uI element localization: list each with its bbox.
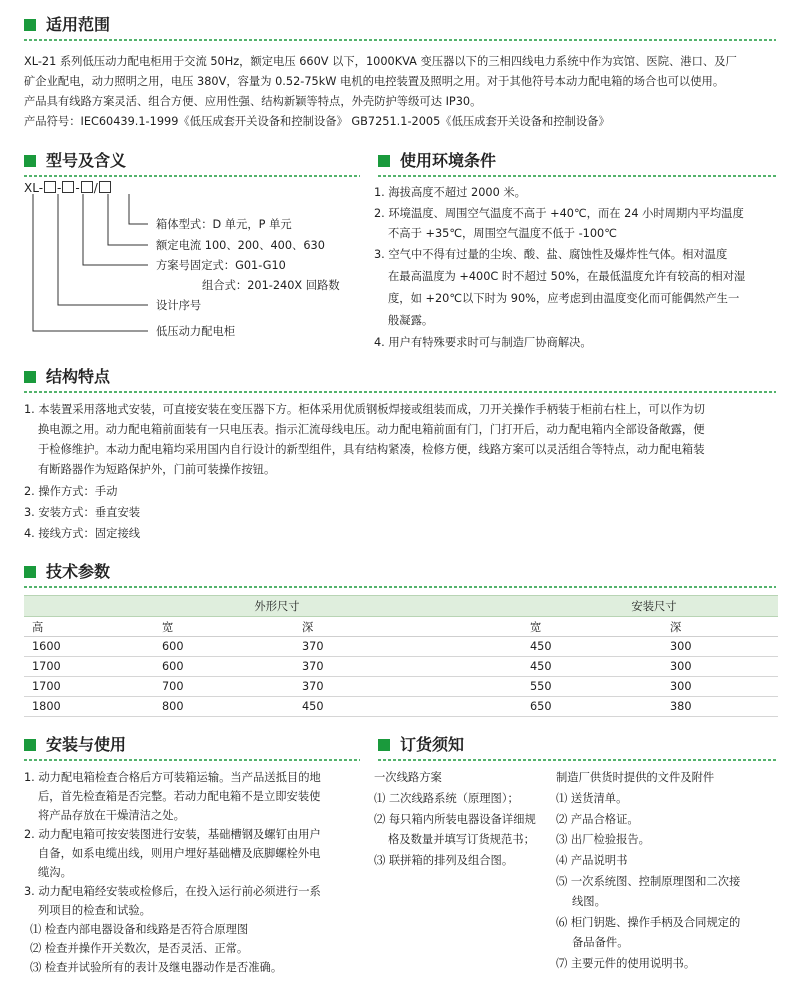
- env-line: 在最高温度为 +400C 时不超过 50%，在最低温度允许有较高的相对湿: [388, 270, 746, 283]
- model-label: 设计序号: [156, 299, 202, 312]
- install-line: 列项目的检查和试验。: [38, 904, 151, 917]
- order-left-line: 一次线路方案: [374, 771, 442, 784]
- table-cell: 450: [294, 697, 522, 717]
- table-cell: 1600: [24, 637, 154, 657]
- column-header: 深: [294, 617, 522, 637]
- section-title: 使用环境条件: [400, 151, 497, 170]
- table-cell: 450: [522, 637, 662, 657]
- section-title: 安装与使用: [46, 735, 127, 754]
- code-box: [62, 181, 74, 193]
- table-cell: 300: [662, 677, 778, 697]
- env-line: 不高于 +35℃，周围空气温度不低于 -100℃: [388, 227, 617, 240]
- scope-line: 产品具有线路方案灵活、组合方便、应用性强、结构新颖等特点，外壳防护等级可达 IP30。: [24, 95, 482, 108]
- model-label: 方案号固定式：G01-G10: [156, 259, 286, 272]
- install-line: ⑶ 检查并试验所有的表计及继电器动作是否准确。: [30, 961, 283, 974]
- column-header: 宽: [522, 617, 662, 637]
- order-right-line: ⑴ 送货清单。: [556, 792, 628, 805]
- order-right-line: ⑹ 柜门钥匙、操作手柄及合同规定的: [556, 916, 741, 929]
- table-cell: 1700: [24, 657, 154, 677]
- table-cell: 700: [154, 677, 294, 697]
- model-label: 低压动力配电柜: [156, 325, 236, 338]
- table-cell: 800: [154, 697, 294, 717]
- order-right-line: 备品备件。: [572, 936, 629, 949]
- env-line: 4. 用户有特殊要求时可与制造厂协商解决。: [374, 336, 592, 349]
- section-title: 订货须知: [400, 735, 465, 754]
- code-box: [44, 181, 56, 193]
- table-cell: 1700: [24, 677, 154, 697]
- table-row: [24, 697, 778, 717]
- section-title: 技术参数: [46, 562, 111, 581]
- wave-divider: [24, 38, 776, 42]
- section-header-structure: [24, 366, 776, 388]
- group-install-size: 安装尺寸: [522, 596, 778, 617]
- order-right-line: ⑵ 产品合格证。: [556, 813, 639, 826]
- order-right-line: ⑸ 一次系统图、控制原理图和二次接: [556, 875, 741, 888]
- model-label: 额定电流 100、200、400、630: [156, 239, 325, 252]
- section-header-scope: [24, 14, 776, 36]
- install-line: ⑵ 检查并操作开关数次，是否灵活、正常。: [30, 942, 249, 955]
- group-outer-size: 外形尺寸: [24, 596, 522, 617]
- structure-line: 4. 接线方式：固定接线: [24, 527, 141, 540]
- code-box: [81, 181, 93, 193]
- wave-divider: [24, 758, 360, 762]
- structure-line: 于检修维护。本动力配电箱均采用国内自行设计的新型组件，具有结构紧凑，检修方便，线路方案可以灵活组合等特点，动力配电箱装: [38, 443, 705, 456]
- section-square-icon: [24, 739, 36, 751]
- section-square-icon: [24, 566, 36, 578]
- params-table: [24, 595, 778, 717]
- section-header-params: [24, 561, 776, 583]
- order-left-line: ⑶ 联拼箱的排列及组合图。: [374, 854, 514, 867]
- wave-divider: [24, 585, 776, 589]
- install-line: 自备，如系电缆出线，则用户埋好基础槽及底脚螺栓外电: [38, 847, 321, 860]
- section-title: 结构特点: [46, 367, 111, 386]
- env-line: 3. 空气中不得有过量的尘埃、酸、盐、腐蚀性及爆炸性气体。相对温度: [374, 248, 728, 261]
- model-label: 组合式：201-240X 回路数: [202, 279, 340, 292]
- scope-line: 产品符号：IEC60439.1-1999《低压成套开关设备和控制设备》 GB7251.1-2005《低压成套开关设备和控制设备》: [24, 115, 610, 128]
- order-left-line: ⑴ 二次线路系统（原理图）；: [374, 792, 519, 805]
- table-cell: 370: [294, 637, 522, 657]
- column-header: 宽: [154, 617, 294, 637]
- table-row: [24, 677, 778, 697]
- order-right-line: 制造厂供货时提供的文件及附件: [556, 771, 715, 784]
- section-square-icon: [24, 371, 36, 383]
- table-column-header: [24, 617, 778, 637]
- model-prefix: XL: [24, 181, 39, 195]
- table-cell: 380: [662, 697, 778, 717]
- wave-divider: [24, 390, 776, 394]
- wave-divider: [378, 758, 778, 762]
- install-line: 后，首先检查箱是否完整。若动力配电箱不是立即安装使: [38, 790, 321, 803]
- table-cell: 370: [294, 677, 522, 697]
- section-header-install: [24, 734, 360, 756]
- env-line: 2. 环境温度、周围空气温度不高于 +40℃，而在 24 小时周期内平均温度: [374, 207, 744, 220]
- wave-divider: [24, 174, 360, 178]
- model-label: 箱体型式：D 单元，P 单元: [156, 218, 292, 231]
- section-square-icon: [24, 155, 36, 167]
- scope-line: XL-21 系列低压动力配电柜用于交流 50Hz，额定电压 660V 以下，1000KVA 变压器以下的三相四线电力系统中作为宾馆、医院、港口、及厂: [24, 55, 737, 68]
- order-left-line: ⑵ 每只箱内所装电器设备详细规: [374, 813, 536, 826]
- code-box: [99, 181, 111, 193]
- table-row: [24, 637, 778, 657]
- install-line: 2. 动力配电箱可按安装图进行安装，基础槽钢及螺钉由用户: [24, 828, 321, 841]
- table-cell: 370: [294, 657, 522, 677]
- env-line: 度，如 +20℃以下时为 90%，应考虑到由温度变化而可能偶然产生一: [388, 292, 740, 305]
- structure-line: 1. 本装置采用落地式安装，可直接安装在变压器下方。柜体采用优质钢板焊接或组装而成，刀开关操作手柄装于柜前右柱上，可以作为切: [24, 403, 705, 416]
- structure-line: 2. 操作方式：手动: [24, 485, 118, 498]
- structure-line: 换电源之用。动力配电箱前面装有一只电压表。指示汇流母线电压。动力配电箱前面有门，门打开后，动力配电箱内全部设备敞露，便: [38, 423, 705, 436]
- section-title: 适用范围: [46, 15, 111, 34]
- section-square-icon: [378, 155, 390, 167]
- table-cell: 600: [154, 657, 294, 677]
- wave-divider: [378, 174, 778, 178]
- install-line: 缆沟。: [38, 866, 72, 879]
- order-right-line: ⑷ 产品说明书: [556, 854, 628, 867]
- table-cell: 1800: [24, 697, 154, 717]
- env-line: 般凝露。: [388, 314, 434, 327]
- structure-line: 3. 安装方式：垂直安装: [24, 506, 141, 519]
- order-right-line: 线图。: [572, 895, 606, 908]
- model-code: XL- - - /: [24, 180, 112, 196]
- install-line: ⑴ 检查内部电器设备和线路是否符合原理图: [30, 923, 249, 936]
- install-line: 3. 动力配电箱经安装或检修后，在投入运行前必须进行一系: [24, 885, 321, 898]
- section-title: 型号及含义: [46, 151, 127, 170]
- table-cell: 300: [662, 637, 778, 657]
- env-line: 1. 海拔高度不超过 2000 米。: [374, 186, 526, 199]
- column-header: 高: [24, 617, 154, 637]
- table-group-header: [24, 596, 778, 617]
- scope-line: 矿企业配电，动力照明之用，电压 380V，容量为 0.52-75kW 电机的电控装置及照明之用。对于其他符号本动力配电箱的场合也可以使用。: [24, 75, 725, 88]
- table-cell: 550: [522, 677, 662, 697]
- order-right-line: ⑺ 主要元件的使用说明书。: [556, 957, 696, 970]
- section-square-icon: [24, 19, 36, 31]
- order-left-line: 格及数量并填写订货规范书；: [388, 833, 535, 846]
- section-header-model: [24, 150, 360, 172]
- order-right-line: ⑶ 出厂检验报告。: [556, 833, 650, 846]
- structure-line: 有断路器作为短路保护外，门前可装操作按钮。: [38, 463, 276, 476]
- section-header-environment: [378, 150, 778, 172]
- table-row: [24, 657, 778, 677]
- table-cell: 300: [662, 657, 778, 677]
- install-line: 1. 动力配电箱检查合格后方可装箱运输。当产品送抵目的地: [24, 771, 321, 784]
- section-header-order: [378, 734, 778, 756]
- install-line: 将产品存放在干燥清洁之处。: [38, 809, 185, 822]
- section-square-icon: [378, 739, 390, 751]
- table-cell: 450: [522, 657, 662, 677]
- table-cell: 600: [154, 637, 294, 657]
- column-header: 深: [662, 617, 778, 637]
- table-cell: 650: [522, 697, 662, 717]
